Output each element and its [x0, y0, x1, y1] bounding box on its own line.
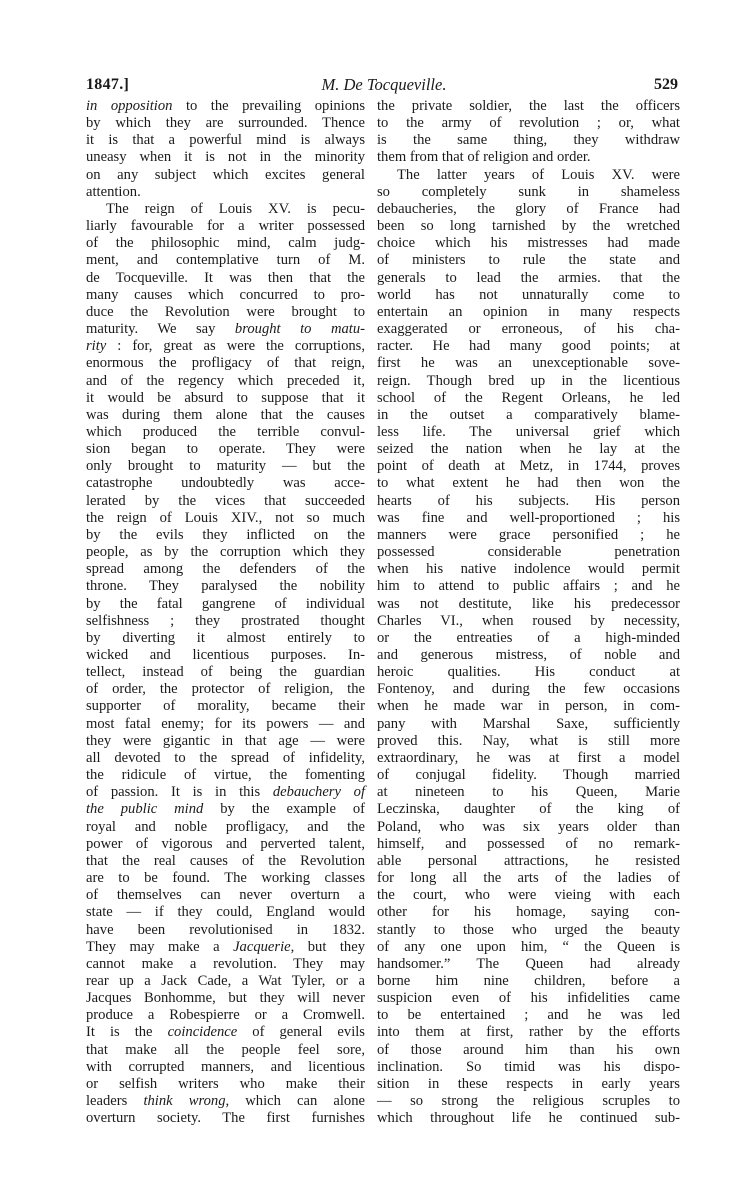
text-line: of those around him than his own: [377, 1041, 680, 1058]
text-line: Leczinska, daughter of the king of: [377, 801, 680, 818]
text-line: or selfish writers who make their: [86, 1075, 365, 1092]
text-line: the ridicule of virtue, the fomenting: [86, 767, 365, 784]
text-line: Charles VI., when roused by necessity,: [377, 612, 680, 629]
left-column: [86, 98, 365, 1127]
text-line: by the fatal gangrene of individual: [86, 595, 365, 612]
text-line: reign. Though bred up in the licentious: [377, 372, 680, 389]
text-line: less life. The universal grief which: [377, 423, 680, 440]
text-line: of conjugal fidelity. Though married: [377, 767, 680, 784]
text-line: the reign of Louis XIV., not so much: [86, 509, 365, 526]
right-column: [377, 98, 680, 1127]
text-line: produce a Robespierre or a Cromwell.: [86, 1007, 365, 1024]
text-line: tellect, instead of being the guardian: [86, 664, 365, 681]
text-line: — so strong the religious scruples to: [377, 1093, 680, 1110]
text-line: possessed considerable penetration: [377, 544, 680, 561]
text-line: the private soldier, the last the officers: [377, 98, 680, 114]
text-line: him to attend to public affairs ; and he: [377, 578, 680, 595]
text-line: manners were grace personified ; he: [377, 526, 680, 543]
text-line: in opposition to the prevailing opinions: [86, 98, 366, 114]
text-line: spread among the defenders of the: [86, 561, 365, 578]
text-line: all devoted to the spread of infidelity,: [86, 749, 365, 766]
text-line: The latter years of Louis XV. were: [397, 166, 680, 183]
text-line: Poland, who was six years older than: [377, 818, 680, 835]
text-line: catastrophe undoubtedly was acce-: [86, 475, 365, 492]
text-line: himself, and possessed of no remark-: [377, 835, 680, 852]
page-number: 529: [654, 76, 678, 93]
text-line: they were gigantic in that age — were: [86, 732, 365, 749]
text-line: is the same thing, they withdraw: [377, 132, 680, 149]
text-line: when he made war in person, in com-: [377, 698, 680, 715]
text-line: on any subject which excites general: [86, 166, 365, 183]
text-line: them from that of religion and order.: [377, 149, 591, 166]
text-line: rity : for, great as were the corruptions,: [86, 338, 365, 355]
text-line: debaucheries, the glory of France had: [377, 200, 680, 217]
text-line: handsomer.” The Queen had already: [377, 955, 680, 972]
text-line: state — if they could, England would: [86, 904, 365, 921]
text-line: of order, the protector of religion, the: [86, 681, 365, 698]
text-line: hearts of his subjects. His person: [377, 492, 680, 509]
text-line: able personal attractions, he resisted: [377, 852, 680, 869]
text-line: liarly favourable for a writer possessed: [86, 218, 365, 235]
text-line: by the evils they inflicted on the: [86, 526, 365, 543]
text-line: world has not unnaturally come to: [377, 286, 680, 303]
text-line: sion began to operate. They were: [86, 441, 365, 458]
text-line: The reign of Louis XV. is pecu-: [106, 200, 365, 217]
text-line: point of death at Metz, in 1744, proves: [377, 458, 680, 475]
text-line: of any one upon him, “ the Queen is: [377, 938, 680, 955]
text-line: overturn society. The first furnishes: [86, 1110, 365, 1127]
running-header: [86, 74, 682, 96]
text-line: wicked and licentious purposes. In-: [86, 647, 365, 663]
text-line: that the real causes of the Revolution: [86, 852, 365, 869]
text-line: of ministers to rule the state and: [377, 252, 680, 269]
text-line: it is that a powerful mind is always: [86, 132, 365, 149]
text-line: which produced the terrible convul-: [86, 423, 365, 440]
text-line: first he was an unexceptionable sove-: [377, 355, 680, 372]
text-line: in the outset a comparatively blame-: [377, 406, 680, 423]
text-line: only brought to maturity — but the: [86, 458, 365, 475]
text-line: people, as by the corruption which they: [86, 544, 365, 561]
text-line: so completely sunk in shameless: [377, 183, 680, 200]
text-line: It is the coincidence of general evils: [86, 1024, 365, 1041]
text-line: inclination. So timid was his dispo-: [377, 1058, 680, 1075]
text-line: was fine and well-proportioned ; his: [377, 509, 680, 526]
text-line: They may make a Jacquerie, but they: [86, 938, 365, 955]
text-line: choice which his mistresses had made: [377, 235, 680, 252]
text-line: entertain an opinion in many respects: [377, 303, 680, 320]
text-line: to be entertained ; and he was led: [377, 1007, 680, 1024]
header-title: M. De Tocqueville.: [321, 75, 447, 94]
header-year: 1847.]: [86, 76, 130, 93]
text-line: many causes which concurred to pro-: [86, 286, 365, 303]
text-line: proved this. Nay, what is still more: [377, 732, 680, 749]
text-line: been so long tarnished by the wretched: [377, 218, 680, 235]
text-line: or the entreaties of a high-minded: [377, 629, 680, 646]
text-line: borne him nine children, before a: [377, 972, 680, 989]
text-line: with corrupted manners, and licentious: [86, 1058, 365, 1075]
text-line: other for his homage, saying con-: [377, 904, 680, 921]
text-line: have been revolutionised in 1832.: [86, 921, 365, 938]
text-line: exaggerated or erroneous, of his cha-: [377, 321, 680, 338]
text-line: most fatal enemy; for its powers — and: [86, 715, 365, 732]
text-line: maturity. We say brought to matu-: [86, 321, 365, 338]
text-line: leaders think wrong, which can alone: [86, 1093, 365, 1110]
text-line: by which they are surrounded. Thence: [86, 115, 365, 132]
text-line: pany with Marshal Saxe, sufficiently: [377, 715, 680, 732]
text-line: school of the Regent Orleans, he led: [377, 389, 680, 406]
text-line: de Tocqueville. It was then that the: [86, 269, 365, 286]
text-line: Jacques Bonhomme, but they will never: [86, 990, 365, 1007]
text-line: of themselves can never overturn a: [86, 887, 365, 904]
text-line: which throughout life he continued sub-: [377, 1110, 680, 1127]
text-line: of the philosophic mind, calm judg-: [86, 235, 365, 252]
text-line: the court, who were vieing with each: [377, 887, 680, 904]
text-line: selfishness ; they prostrated thought: [86, 612, 365, 629]
text-line: that make all the people feel sore,: [86, 1041, 365, 1058]
text-line: was during them alone that the causes: [86, 406, 365, 423]
text-line: when his native indolence would permit: [377, 561, 680, 578]
text-line: it would be absurd to suppose that it: [86, 389, 365, 406]
text-line: duce the Revolution were brought to: [86, 303, 365, 320]
text-line: and of the regency which preceded it,: [86, 372, 365, 389]
text-line: rear up a Jack Cade, a Wat Tyler, or a: [86, 972, 365, 989]
text-line: and generous mistress, of noble and: [377, 647, 680, 663]
text-line: to what extent he had then won the: [377, 475, 680, 492]
text-line: uneasy when it is not in the minority: [86, 149, 365, 166]
text-line: enormous the profligacy of that reign,: [86, 355, 365, 372]
text-line: of passion. It is in this debauchery of: [86, 784, 365, 801]
text-line: throne. They paralysed the nobility: [86, 578, 365, 595]
text-line: racter. He had many good points; at: [377, 338, 680, 355]
text-line: generals to lead the armies. that the: [377, 269, 680, 286]
text-line: was not destitute, like his predecessor: [377, 595, 680, 612]
text-line: by diverting it almost entirely to: [86, 629, 365, 646]
text-line: Fontenoy, and during the few occasions: [377, 681, 680, 698]
text-line: seized the nation when he lay at the: [377, 441, 680, 458]
text-line: supporter of morality, became their: [86, 698, 365, 715]
text-line: are to be found. The working classes: [86, 870, 365, 887]
text-line: lerated by the vices that succeeded: [86, 492, 365, 509]
text-line: for long all the arts of the ladies of: [377, 870, 680, 887]
text-line: power of vigorous and perverted talent,: [86, 835, 365, 852]
text-line: at nineteen to his Queen, Marie: [377, 784, 680, 801]
text-line: heroic qualities. His conduct at: [377, 664, 680, 681]
text-line: the public mind by the example of: [86, 801, 365, 818]
text-line: extraordinary, he was at first a model: [377, 749, 680, 766]
text-line: suspicion even of his infidelities came: [377, 990, 680, 1007]
text-line: into them at first, rather by the efforts: [377, 1024, 680, 1041]
text-line: ment, and contemplative turn of M.: [86, 252, 365, 269]
text-line: stantly to those who urged the beauty: [377, 921, 680, 938]
text-line: to the army of revolution ; or, what: [377, 115, 680, 132]
text-line: royal and noble profligacy, and the: [86, 818, 365, 835]
text-line: attention.: [86, 183, 141, 200]
text-line: sition in these respects in early years: [377, 1075, 680, 1092]
text-line: cannot make a revolution. They may: [86, 955, 365, 972]
